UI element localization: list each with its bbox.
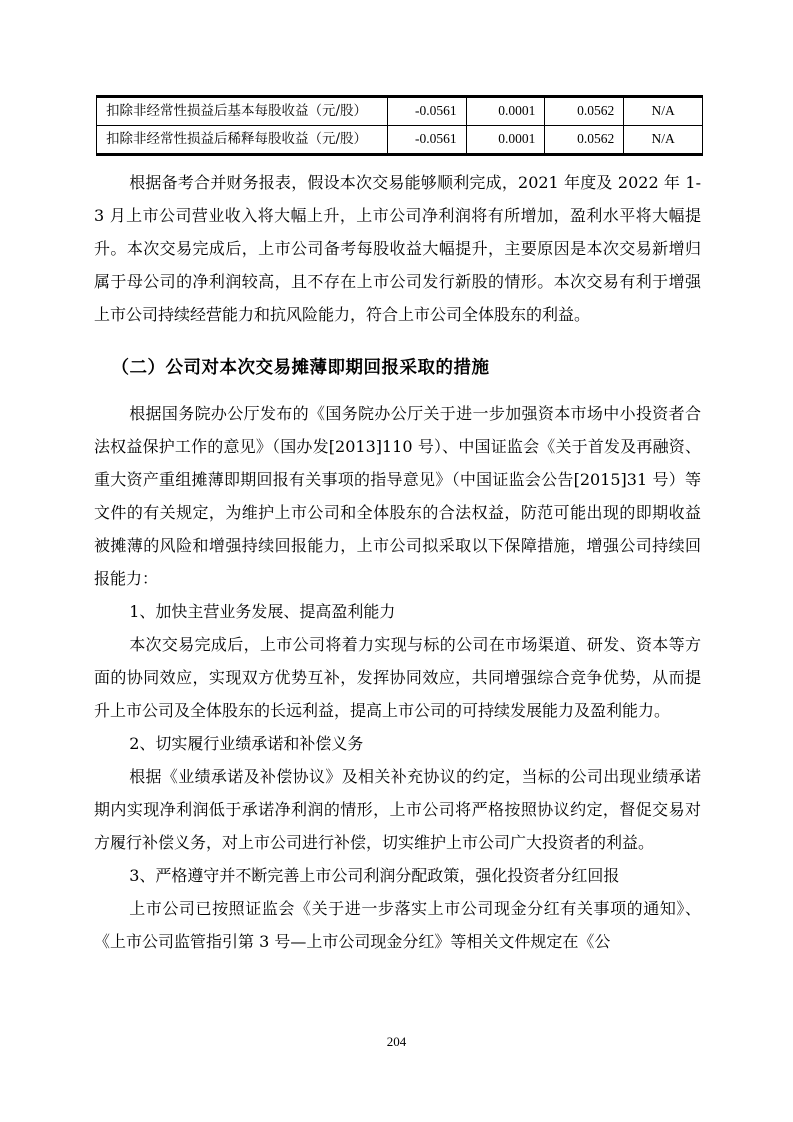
row-value: 0.0001 bbox=[466, 126, 545, 155]
row-value: 0.0562 bbox=[545, 126, 624, 155]
row-label: 扣除非经常性损益后基本每股收益（元/股） bbox=[97, 97, 388, 126]
row-value: 0.0562 bbox=[545, 97, 624, 126]
paragraph-measures-intro: 根据国务院办公厅发布的《国务院办公厅关于进一步加强资本市场中小投资者合法权益保护工作的意见》（国办发[2013]110 号）、中国证监会《关于首发及再融资、重大资产重组摊薄即期回报有关事项的指导意见》（中国证监会公告[2015]31 号）等文件的有关规定，为维护上市公司和全体股东的合法权益，防范可能出现的即期收益被摊薄的风险和增强持续回报能力，上市公司拟采取以下保障措施，增强公司持续回报能力： bbox=[94, 404, 701, 588]
row-value: N/A bbox=[624, 97, 703, 126]
row-value: 0.0001 bbox=[466, 97, 545, 126]
item-2-body: 根据《业绩承诺及补偿协议》及相关补充协议的约定，当标的公司出现业绩承诺期内实现净利润低于承诺净利润的情形，上市公司将严格按照协议约定，督促交易对方履行补偿义务，对上市公司进行补偿，切实维护上市公司广大投资者的利益。 bbox=[94, 767, 701, 852]
row-value: -0.0561 bbox=[387, 97, 466, 126]
table-row bbox=[97, 97, 703, 126]
eps-table bbox=[96, 95, 703, 156]
item-2-title: 2、切实履行业绩承诺和补偿义务 bbox=[129, 734, 364, 753]
row-value: N/A bbox=[624, 126, 703, 155]
item-3-body: 上市公司已按照证监会《关于进一步落实上市公司现金分红有关事项的通知》、《上市公司监管指引第 3 号—上市公司现金分红》等相关文件规定在《公 bbox=[94, 899, 701, 951]
row-value: -0.0561 bbox=[387, 126, 466, 155]
item-1-title: 1、加快主营业务发展、提高盈利能力 bbox=[129, 602, 396, 621]
page-number: 204 bbox=[386, 1034, 407, 1049]
table-row bbox=[97, 126, 703, 155]
row-label: 扣除非经常性损益后稀释每股收益（元/股） bbox=[97, 126, 388, 155]
section-heading: （二）公司对本次交易摊薄即期回报采取的措施 bbox=[111, 357, 490, 377]
item-3-title: 3、严格遵守并不断完善上市公司利润分配政策，强化投资者分红回报 bbox=[129, 866, 620, 885]
item-1-body: 本次交易完成后，上市公司将着力实现与标的公司在市场渠道、研发、资本等方面的协同效应，实现双方优势互补，发挥协同效应，共同增强综合竞争优势，从而提升上市公司及全体股东的长远利益，提高上市公司的可持续发展能力及盈利能力。 bbox=[94, 635, 701, 720]
paragraph-pro-forma: 根据备考合并财务报表，假设本次交易能够顺利完成，2021 年度及 2022 年 1-3 月上市公司营业收入将大幅上升，上市公司净利润将有所增加，盈利水平将大幅提升。本次交易完成后，上市公司备考每股收益大幅提升，主要原因是本次交易新增归属于母公司的净利润较高，且不存在上市公司发行新股的情形。本次交易有利于增强上市公司持续经营能力和抗风险能力，符合上市公司全体股东的利益。 bbox=[94, 173, 701, 324]
